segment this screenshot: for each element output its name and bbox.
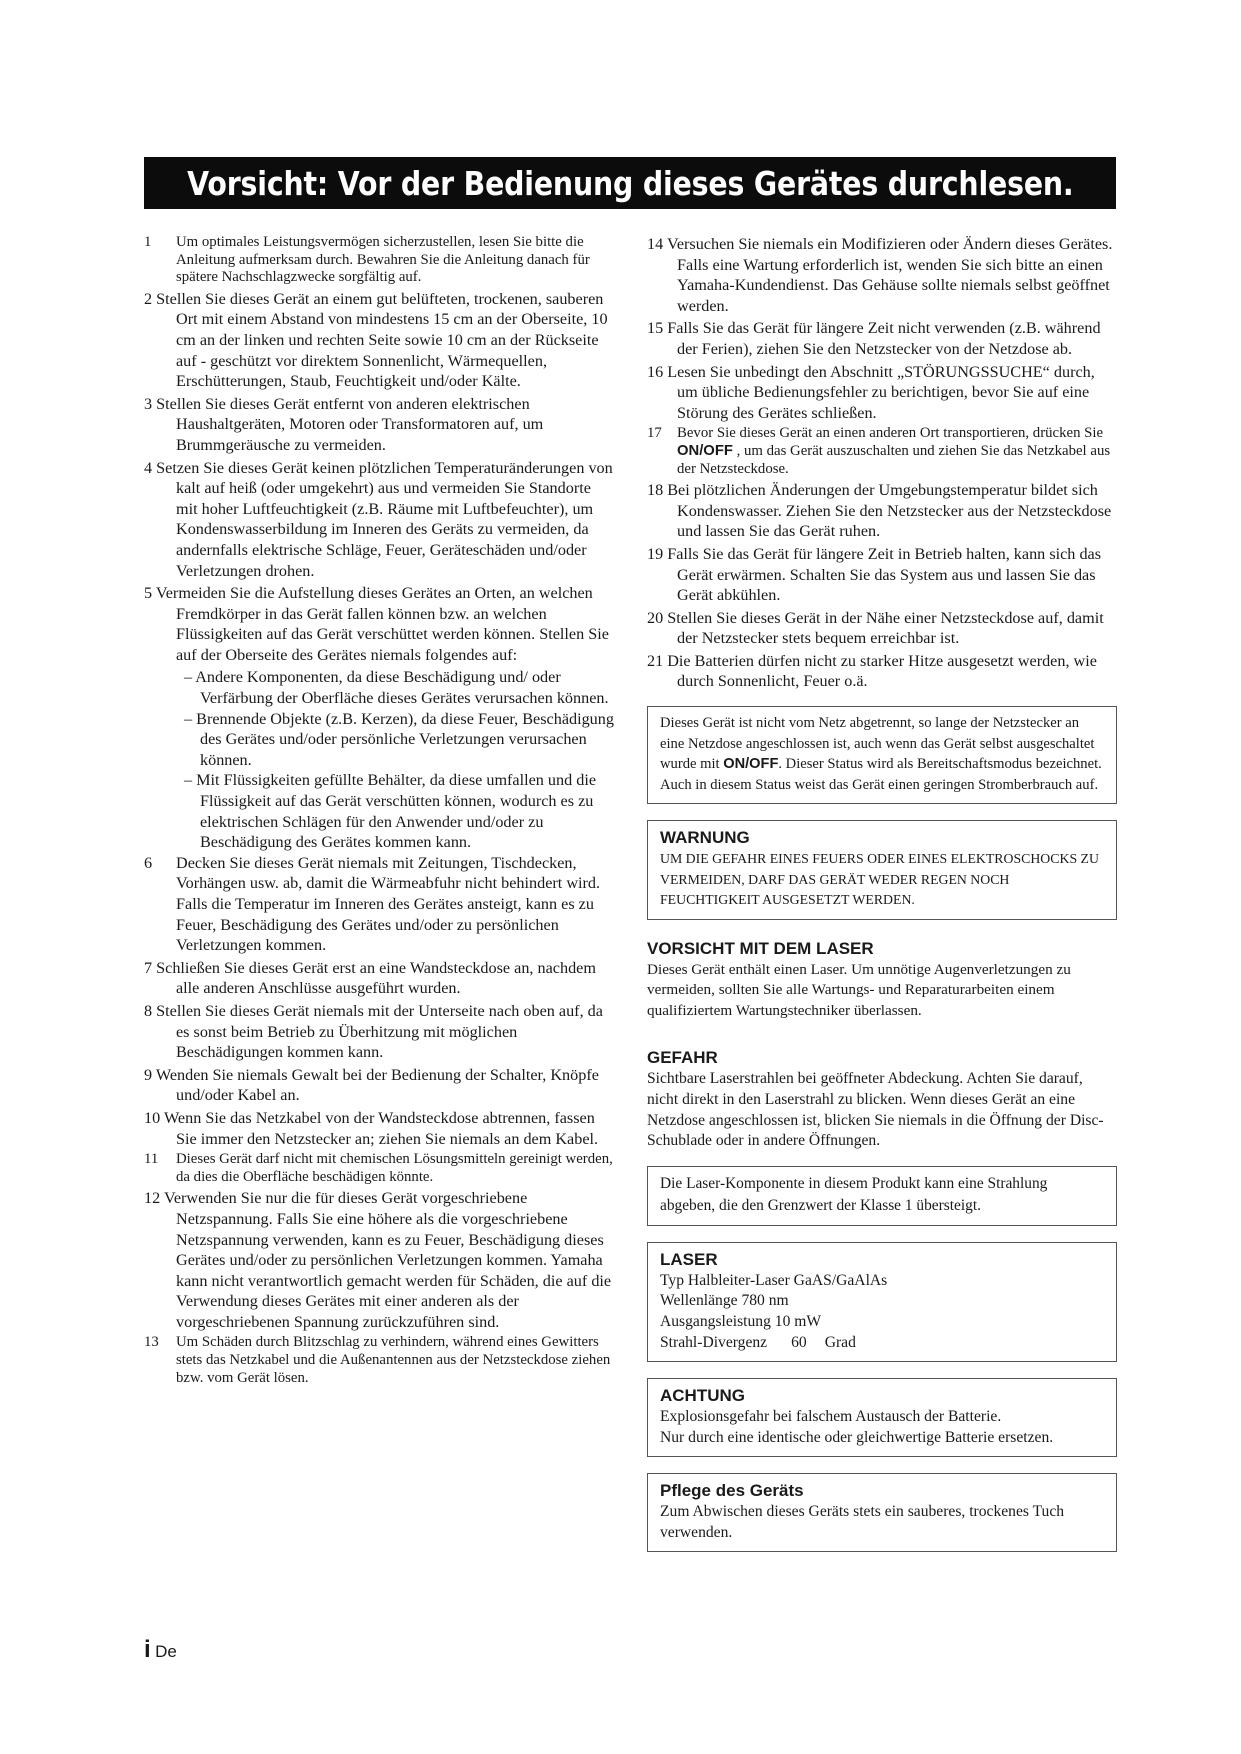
list-item: 13 Um Schäden durch Blitzschlag zu verhindern, während eines Gewitters stets das Netzkabel und die Außenantennen aus der Netzsteckdose ziehen bzw. vom Gerät lösen. xyxy=(144,1334,611,1386)
sub-list-item: – Brennende Objekte (z.B. Kerzen), da diese Feuer, Beschädigung des Gerätes und/oder persönliche Verletzungen verursachen können. xyxy=(184,709,614,769)
list-item: 8 Stellen Sie dieses Gerät niemals mit der Unterseite nach oben auf, da es sonst beim Betrieb zu Überhitzung mit möglichen Beschädigungen kommen kann. xyxy=(144,1001,603,1062)
on-off-key-label: ON/OFF xyxy=(677,442,733,459)
caution-title: ACHTUNG xyxy=(660,1386,745,1406)
list-item: 15 Falls Sie das Gerät für längere Zeit nicht verwenden (z.B. während der Ferien), ziehen Sie den Netzstecker von der Netzdose ab. xyxy=(647,319,1101,358)
list-item: 21 Die Batterien dürfen nicht zu starker Hitze ausgesetzt werden, wie durch Sonnenlicht, Feuer o.ä. xyxy=(647,651,1097,691)
warning-box xyxy=(647,820,1117,920)
care-title: Pflege des Geräts xyxy=(660,1481,804,1501)
left-column xyxy=(144,234,614,1389)
right-column xyxy=(647,234,1117,1552)
standby-notice-box: Dieses Gerät ist nicht vom Netz abgetrennt, so lange der Netzstecker an eine Netzdose angeschlossen ist, auch wenn das Gerät selbst ausgeschaltet wurde mit ON/OFF. Dieser Status wird als Bereitschaftsmodus bezeichnet. Auch in diesem Status weist das Gerät einen geringen Stromberbrauch auf. xyxy=(647,706,1117,804)
warning-text: UM DIE GEFAHR EINES FEUERS ODER EINES ELEKTROSCHOCKS ZU VERMEIDEN, DARF DAS GERÄT WEDER REGEN NOCH FEUCHTIGKEIT AUSGESETZT WERDEN. xyxy=(660,851,1099,908)
laser-wavelength: Wellenlänge 780 nm xyxy=(660,1292,789,1310)
laser-caution-text: Dieses Gerät enthält einen Laser. Um unnötige Augenverletzungen zu vermeiden, sollten Sie alle Wartungs- und Reparaturarbeiten einem qualifiziertem Wartungstechniker überlassen. xyxy=(647,960,1071,1019)
list-item: 9 Wenden Sie niemals Gewalt bei der Bedienung der Schalter, Knöpfe und/oder Kabel an. xyxy=(144,1065,599,1105)
list-item: 16 Lesen Sie unbedingt den Abschnitt „STÖRUNGSSUCHE“ durch, um übliche Bedienungsfehler zu berichtigen, bevor Sie auf eine Störung des Gerätes schließen. xyxy=(647,362,1095,422)
sub-list-item: – Mit Flüssigkeiten gefüllte Behälter, da diese umfallen und die Flüssigkeit auf das Gerät verschütten können, wodurch es zu elektrischen Schlägen für den Anwender und/oder zu Beschädigung des Gerätes kommen kann. xyxy=(184,771,597,852)
sub-list-item: – Andere Komponenten, da diese Beschädigung und/ oder Verfärbung der Oberfläche dieses Gerätes verursachen können. xyxy=(184,668,609,708)
page-number: i xyxy=(144,1636,151,1663)
list-item: 3 Stellen Sie dieses Gerät entfernt von anderen elektrischen Haushaltgeräten, Motoren oder Transformatoren auf, um Brummgeräusche zu vermeiden. xyxy=(144,394,544,454)
caution-battery-box: ACHTUNG Explosionsgefahr bei falschem Austausch der Batterie. Nur durch eine identische oder gleichwertige Batterie ersetzen. xyxy=(647,1378,1117,1457)
laser-caution-heading: VORSICHT MIT DEM LASER xyxy=(647,938,874,958)
list-item: 17 Bevor Sie dieses Gerät an einen anderen Ort transportieren, drücken Sie ON/OFF , um das Gerät auszuschalten und ziehen Sie das Netzkabel aus der Netzsteckdose. xyxy=(647,425,1111,477)
danger-heading: GEFAHR xyxy=(647,1048,718,1068)
laser-power: Ausgangsleistung 10 mW xyxy=(660,1312,822,1330)
class1-notice-box: Die Laser-Komponente in diesem Produkt kann eine Strahlung abgeben, die den Grenzwert der Klasse 1 übersteigt. xyxy=(647,1166,1117,1226)
language-code: De xyxy=(155,1642,177,1661)
page-title-banner xyxy=(144,157,1116,209)
list-item: 1 Um optimales Leistungsvermögen sicherzustellen, lesen Sie bitte die Anleitung aufmerksam durch. Bewahren Sie die Anleitung danach für spätere Nachschlagzwecke sorgfältig auf. xyxy=(144,234,590,286)
laser-divergence: Strahl-Divergenz 60 Grad xyxy=(660,1333,856,1351)
list-item: 2 Stellen Sie dieses Gerät an einem gut belüfteten, trockenen, sauberen Ort mit einem Abstand von mindestens 15 cm an der Oberseite, 10 cm an der linken und rechten Seite sowie 10 cm an der Rückseite auf - geschützt vor direktem Sonnenlicht, Wärmequellen, Erschütterungen, Staub, Feuchtigkeit und/oder Kälte. xyxy=(144,289,608,391)
page-title: Vorsicht: Vor der Bedienung dieses Gerätes durchlesen. xyxy=(186,163,1074,203)
on-off-key-label: ON/OFF xyxy=(723,756,779,773)
list-item: 12 Verwenden Sie nur die für dieses Gerät vorgeschriebene Netzspannung. Falls Sie eine höhere als die vorgeschriebene Netzspannung verwenden, kann es zu Feuer, Beschädigung dieses Gerätes und/oder zu persönlichen Verletzungen kommen. Yamaha kann nicht verantwortlich gemacht werden für Schäden, die auf die Verwendung dieses Gerätes mit einer anderen als der vorgeschriebenen Spannung zurückzuführen sind. xyxy=(144,1189,612,1331)
list-item: 5 Vermeiden Sie die Aufstellung dieses Gerätes an Orten, an welchen Fremdkörper in das Gerät fallen können bzw. an welchen Flüssigkeiten auf das Gerät verschüttet werden können. Stellen Sie auf der Oberseite des Gerätes niemals folgendes auf: xyxy=(144,584,609,664)
list-item: 11 Dieses Gerät darf nicht mit chemischen Lösungsmitteln gereinigt werden, da dies die Oberfläche beschädigen könnte. xyxy=(144,1151,613,1185)
care-text: Zum Abwischen dieses Geräts stets ein sauberes, trockenes Tuch verwenden. xyxy=(660,1503,1065,1541)
danger-text: Sichtbare Laserstrahlen bei geöffneter Abdeckung. Achten Sie darauf, nicht direkt in den Laserstrahl zu blicken. Wenn dieses Gerät an eine Netzdose angeschlossen ist, blicken Sie niemals in die Öffnung der Disc-Schublade oder in andere Öffnungen. xyxy=(647,1070,1104,1150)
warning-title: WARNUNG xyxy=(660,828,750,848)
list-item: 19 Falls Sie das Gerät für längere Zeit in Betrieb halten, kann sich das Gerät erwärmen. Schalten Sie das System aus und lassen Sie das Gerät abkühlen. xyxy=(647,544,1102,605)
laser-type: Typ Halbleiter-Laser GaAS/GaAlAs xyxy=(660,1271,888,1289)
list-item: 20 Stellen Sie dieses Gerät in der Nähe einer Netzsteckdose auf, damit der Netzstecker stets bequem erreichbar ist. xyxy=(647,608,1104,648)
care-box xyxy=(647,1473,1117,1552)
list-item: 6 Decken Sie dieses Gerät niemals mit Zeitungen, Tischdecken, Vorhängen usw. ab, damit die Wärmeabfuhr nicht behindert wird. Falls die Temperatur im Inneren des Gerätes ansteigt, kann es zu Feuer, Beschädigung des Gerätes und/oder zu persönlichen Verletzungen kommen. xyxy=(144,853,601,955)
page-footer xyxy=(144,1636,177,1664)
list-item: 4 Setzen Sie dieses Gerät keinen plötzlichen Temperaturänderungen von kalt auf heiß (oder umgekehrt) aus und vermeiden Sie Standorte mit hoher Luftfeuchtigkeit (z.B. Räume mit Luftbefeuchter), um Kondenswasserbildung im Inneren des Geräts zu vermeiden, da andernfalls elektrische Schläge, Feuer, Geräteschäden und/oder Verletzungen drohen. xyxy=(144,458,613,580)
list-item: 7 Schließen Sie dieses Gerät erst an eine Wandsteckdose an, nachdem alle anderen Anschlüsse ausgeführt wurden. xyxy=(144,958,596,998)
list-item: 10 Wenn Sie das Netzkabel von der Wandsteckdose abtrennen, fassen Sie immer den Netzstecker an; ziehen Sie niemals an dem Kabel. xyxy=(144,1108,599,1148)
list-item: 14 Versuchen Sie niemals ein Modifizieren oder Ändern dieses Gerätes. Falls eine Wartung erforderlich ist, wenden Sie sich bitte an einen Yamaha-Kundendienst. Das Gehäuse sollte niemals selbst geöffnet werden. xyxy=(647,235,1113,315)
laser-title: LASER xyxy=(660,1249,718,1269)
laser-spec-box xyxy=(647,1242,1117,1362)
list-item: 18 Bei plötzlichen Änderungen der Umgebungstemperatur bildet sich Kondenswasser. Ziehen Sie den Netzstecker aus der Netzsteckdose und lassen Sie das Gerät ruhen. xyxy=(647,481,1112,541)
